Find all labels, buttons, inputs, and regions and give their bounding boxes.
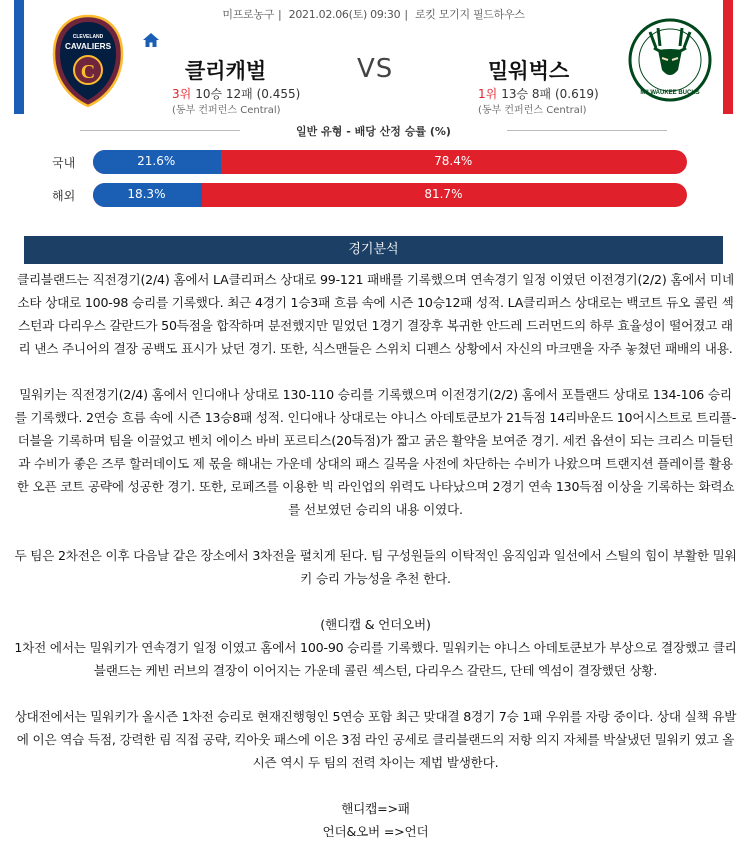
home-rank: 3위 xyxy=(172,87,192,101)
betting-section-head xyxy=(60,122,687,138)
odds-row-label: 국내 xyxy=(52,156,76,170)
away-rank: 1위 xyxy=(478,87,498,101)
analysis-paragraph: 상대전에서는 밀워키가 올시즌 1차전 승리로 현재진행형인 5연승 포함 최근 맞대결 8경기 7승 1패 우위를 자랑 중이다. 상대 실책 유발에 이은 역습 득점, 강력한 림 직접 공략, 킥아웃 패스에 이은 3점 라인 공세로 클리블랜드의 저항 의지 자체를 박살냈던 밀워키 였고 올시즌 역시 두 팀의 전력 차이는 제법 발생한다. xyxy=(14,709,737,770)
analysis-article xyxy=(14,268,737,843)
pick-handicap: 핸디캡=>패 xyxy=(341,801,410,816)
home-odds-value: 21.6% xyxy=(137,154,176,168)
bucks-logo-text: MILWAUKEE BUCKS xyxy=(640,90,700,96)
pick-overunder: 언더&오버 =>언더 xyxy=(322,824,429,839)
odds-row-domestic xyxy=(52,150,688,174)
home-icon xyxy=(142,32,160,48)
betting-title: 일반 유형 - 배당 산정 승률 (%) xyxy=(296,125,451,138)
venue-label: 로킷 모기지 필드하우스 xyxy=(414,8,525,21)
away-team-name: 밀워벅스 xyxy=(488,59,570,83)
analysis-paragraph: 밀워키는 직전경기(2/4) 홈에서 인디애나 상대로 130-110 승리를 기록했으며 이전경기(2/2) 홈에서 포틀랜드 상대로 134-106 승리를 기록했다. 2연승 흐름 속에 시즌 13승8패 성적. 인디애나 상대로는 야니스 아데토쿤보가 21득점 14리바운드 10어시스트로 트리플-더블을 기록하며 팀을 이끌었고 벤치 에이스 바비 포르티스(20득점)가 짧고 굵은 활약을 보여준 경기. 세컨 옵션이 되는 크리스 미들턴과 수비가 좋은 즈루 할러데이도 제 몫을 해내는 가운데 상대의 패스 길목을 사전에 차단하는 수비가 나왔으며 트랜지션 플레이를 활용한 오픈 코트 공략에 성공한 경기. 또한, 로페즈를 이용한 빅 라인업의 위력도 나타났으며 2경기 연속 130득점 이상을 기록하는 화력쇼를 선보였던 승리의 내용 이였다. xyxy=(14,387,737,517)
analysis-paragraph: (핸디캡 & 언더오버) 1차전 에서는 밀워키가 연속경기 일정 이였고 홈에서 100-90 승리를 기록했다. 밀워키는 야니스 아데토쿤보가 부상으로 결장했고 클리블랜드는 케빈 러브의 결장이 이어지는 가운데 콜린 섹스턴, 다리우스 갈란드, 단테 엑섬이 결장했던 상황. xyxy=(14,617,737,678)
league-label: 미프로농구 xyxy=(222,8,275,21)
match-date: 2021.02.06(토) 09:30 xyxy=(288,8,401,21)
away-conference: (동부 컨퍼런스 Central) xyxy=(478,105,587,116)
odds-bar xyxy=(93,150,687,174)
match-meta: 미프로농구 | 2021.02.06(토) 09:30 | 로킷 모기지 필드하우스 xyxy=(222,8,525,21)
svg-text:C: C xyxy=(80,61,96,83)
cavaliers-logo xyxy=(52,14,124,108)
away-odds-value: 81.7% xyxy=(424,187,463,201)
vs-label: VS xyxy=(357,54,394,84)
away-record-value: 13승 8패 (0.619) xyxy=(501,87,599,101)
analysis-header: 경기분석 xyxy=(24,236,723,264)
home-record xyxy=(172,85,300,102)
odds-bar xyxy=(93,183,687,207)
home-team-name: 클리캐벌 xyxy=(185,59,267,83)
home-record-value: 10승 12패 (0.455) xyxy=(195,87,301,101)
analysis-paragraph: 두 팀은 2차전은 이후 다음날 같은 장소에서 3차전을 펼치게 된다. 팀 구성원들의 이탁적인 움직임과 일선에서 스틸의 힘이 부활한 밀워키 승리 가능성을 추천 한다. xyxy=(14,548,737,586)
home-conference: (동부 컨퍼런스 Central) xyxy=(172,105,281,116)
cavaliers-logo-main-text: CAVALIERS xyxy=(64,42,112,51)
cavaliers-logo-top-text: CLEVELAND xyxy=(72,34,104,40)
bucks-logo xyxy=(628,18,712,102)
analysis-paragraph: 클리블랜드는 직전경기(2/4) 홈에서 LA클리퍼스 상대로 99-121 패배를 기록했으며 연속경기 일정 이였던 이전경기(2/2) 홈에서 미네소타 상대로 100-98 승리를 기록했다. 최근 4경기 1승3패 흐름 속에 시즌 10승12패 성적. LA클리퍼스 상대로는 백코트 듀오 콜린 섹스턴과 다리우스 갈란드가 50득점을 합작하며 분전했지만 밑었던 1경기 결장후 복귀한 안드레 드러먼드의 하루 효율성이 떨어졌고 래리 낸스 주니어의 결장 공백도 표시가 났던 경기. 또한, 식스맨들은 스위치 디펜스 상황에서 자신의 마크맨을 자주 놓쳤던 패배의 내용. xyxy=(17,272,734,356)
odds-row-label: 해외 xyxy=(52,189,76,203)
home-odds-value: 18.3% xyxy=(127,187,166,201)
divider-line xyxy=(507,130,667,131)
away-odds-value: 78.4% xyxy=(434,154,473,168)
away-record xyxy=(478,85,599,102)
odds-row-foreign xyxy=(52,183,688,207)
